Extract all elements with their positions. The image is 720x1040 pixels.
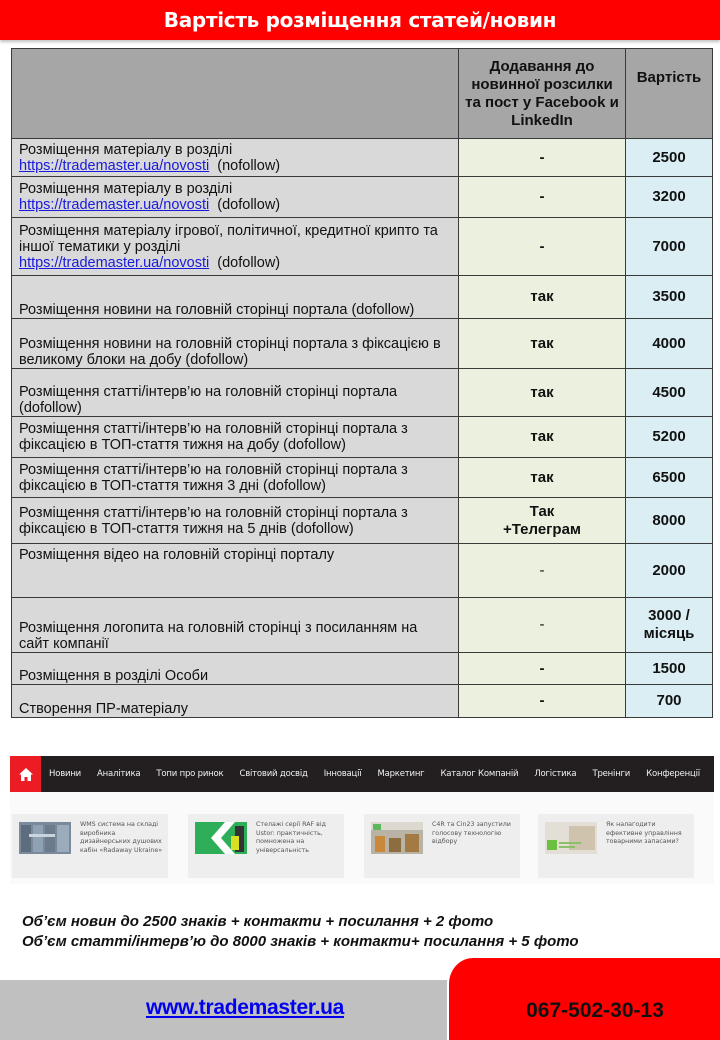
table-row (12, 218, 713, 276)
page-title: Вартість розміщення статей/новин (0, 0, 720, 40)
newsletter-cell: Так +Телеграм (459, 498, 626, 544)
table-header-row (12, 49, 713, 139)
newsletter-cell: так (459, 417, 626, 458)
table-row (12, 653, 713, 685)
news-card[interactable] (188, 814, 344, 878)
news-thumbnail-consulting (545, 822, 597, 854)
table-row (12, 276, 713, 319)
service-text: Розміщення матеріалу ігрової, політичної, кредитної крипто та іншої тематики у розділі (19, 222, 438, 255)
header-price: Вартість (626, 49, 713, 139)
table-row (12, 139, 713, 177)
service-text: Розміщення матеріалу в розділі (19, 181, 233, 197)
service-description (12, 319, 459, 369)
site-nav-item[interactable]: Каталог Компаній (440, 769, 519, 779)
service-text: Розміщення статті/інтерв’ю на головній сторінці портала (dofollow) (19, 384, 398, 416)
service-description (12, 139, 459, 177)
phone-number: 067-502-30-13 (526, 999, 664, 1022)
note-news-volume: Об’єм новин до 2500 знаків + контакти + посилання + 2 фото (22, 913, 494, 930)
service-text: Розміщення новини на головній сторінці портала з фіксацією в великому блоки на добу (dofollow) (19, 336, 441, 368)
newsletter-cell: - (459, 218, 626, 276)
site-nav-item[interactable]: Маркетинг (377, 769, 425, 779)
table-row (12, 598, 713, 653)
site-nav-item[interactable]: Тренінги (592, 769, 631, 779)
service-text: Розміщення статті/інтерв’ю на головній сторінці портала з фіксацією в ТОП-стаття тижня на 5 днів (dofollow) (19, 504, 408, 537)
table-row (12, 685, 713, 718)
newsletter-cell: - (459, 653, 626, 685)
table-row (12, 498, 713, 544)
site-preview (10, 756, 714, 884)
price-cell: 6500 (626, 458, 713, 498)
price-cell: 4500 (626, 369, 713, 417)
site-body (10, 792, 714, 884)
service-description (12, 369, 459, 417)
price-cell: 3200 (626, 177, 713, 218)
price-cell: 2500 (626, 139, 713, 177)
site-nav-item[interactable]: Аналітика (97, 769, 141, 779)
site-nav-bar (10, 756, 714, 792)
price-table (11, 48, 713, 718)
service-description (12, 685, 459, 718)
follow-type: (dofollow) (209, 197, 281, 213)
newsletter-cell: так (459, 458, 626, 498)
header-newsletter: Додавання до новинної розсилки та пост у Facebook и LinkedIn (459, 49, 626, 139)
site-nav-item[interactable]: Логістика (534, 769, 577, 779)
news-card[interactable] (12, 814, 168, 878)
newsletter-cell: - (459, 685, 626, 718)
price-cell: 4000 (626, 319, 713, 369)
follow-type: (dofollow) (209, 254, 281, 271)
site-nav-item[interactable]: Світовий досвід (239, 769, 308, 779)
service-description (12, 498, 459, 544)
news-card-title: C4R та Cin23 запустили голосову технологію відбору (432, 821, 511, 846)
service-text: Розміщення в розділі Особи (19, 668, 209, 684)
site-nav-item[interactable]: Інновації (323, 769, 362, 779)
service-description (12, 598, 459, 653)
service-description (12, 653, 459, 685)
news-card[interactable] (538, 814, 694, 878)
service-description (12, 177, 459, 218)
service-text: Розміщення матеріалу в розділі (19, 141, 233, 158)
price-cell: 3500 (626, 276, 713, 319)
service-text: Розміщення відео на головній сторінці порталу (19, 547, 335, 563)
note-article-volume: Об’єм статті/інтерв’ю до 8000 знаків + контакти+ посилання + 5 фото (22, 933, 579, 950)
table-row (12, 369, 713, 417)
news-card[interactable] (364, 814, 520, 878)
site-nav-item[interactable]: Новини (49, 769, 82, 779)
price-cell: 8000 (626, 498, 713, 544)
news-thumbnail-shelving (195, 822, 247, 854)
service-description (12, 218, 459, 276)
price-cell: 5200 (626, 417, 713, 458)
news-card-title: Як налагодити ефективне управління товарними запасами? (606, 821, 682, 846)
price-cell: 3000 / місяць (626, 598, 713, 653)
news-card-title: WMS система на складі виробника дизайнерських душових кабін «Radaway Ukraine» (80, 821, 163, 854)
home-icon (19, 768, 33, 781)
newsletter-cell: так (459, 276, 626, 319)
follow-type: (nofollow) (209, 157, 281, 174)
newsletter-cell: так (459, 319, 626, 369)
price-cell: 2000 (626, 544, 713, 598)
service-text: Розміщення статті/інтерв’ю на головній сторінці портала з фіксацією в ТОП-стаття тижня на добу (dofollow) (19, 421, 408, 453)
service-text: Розміщення логопита на головній сторінці з посиланням на сайт компанії (19, 620, 418, 652)
website-link[interactable]: www.trademaster.ua (145, 996, 345, 1019)
table-row (12, 319, 713, 369)
price-cell: 7000 (626, 218, 713, 276)
news-thumbnail-building (19, 822, 71, 854)
site-nav-item[interactable]: Топи про ринок (156, 769, 224, 779)
newsletter-cell: - (459, 139, 626, 177)
newsletter-cell: - (459, 544, 626, 598)
service-text: Розміщення статті/інтерв’ю на головній сторінці портала з фіксацією в ТОП-стаття тижня 3 дні (dofollow) (19, 461, 408, 494)
novosti-link[interactable]: https://trademaster.ua/novosti (19, 197, 210, 213)
header-description (12, 49, 459, 139)
newsletter-cell: - (459, 598, 626, 653)
news-thumbnail-warehouse (371, 822, 423, 854)
newsletter-cell: так (459, 369, 626, 417)
service-text: Створення ПР-матеріалу (19, 701, 188, 717)
table-row (12, 417, 713, 458)
home-button[interactable] (10, 756, 41, 792)
novosti-link[interactable]: https://trademaster.ua/novosti (19, 254, 210, 271)
table-row (12, 544, 713, 598)
table-row (12, 458, 713, 498)
novosti-link[interactable]: https://trademaster.ua/novosti (19, 157, 210, 174)
price-cell: 700 (626, 685, 713, 718)
volume-notes (22, 912, 579, 952)
service-description (12, 544, 459, 598)
price-cell: 1500 (626, 653, 713, 685)
service-description (12, 458, 459, 498)
table-row (12, 177, 713, 218)
site-nav-item[interactable]: Конференції (646, 769, 700, 779)
service-text: Розміщення новини на головній сторінці портала (dofollow) (19, 302, 415, 318)
service-description (12, 276, 459, 319)
news-card-title: Стелажі серії RAF від Ustor: практичність, помножена на універсальність (256, 821, 326, 854)
service-description (12, 417, 459, 458)
newsletter-cell: - (459, 177, 626, 218)
